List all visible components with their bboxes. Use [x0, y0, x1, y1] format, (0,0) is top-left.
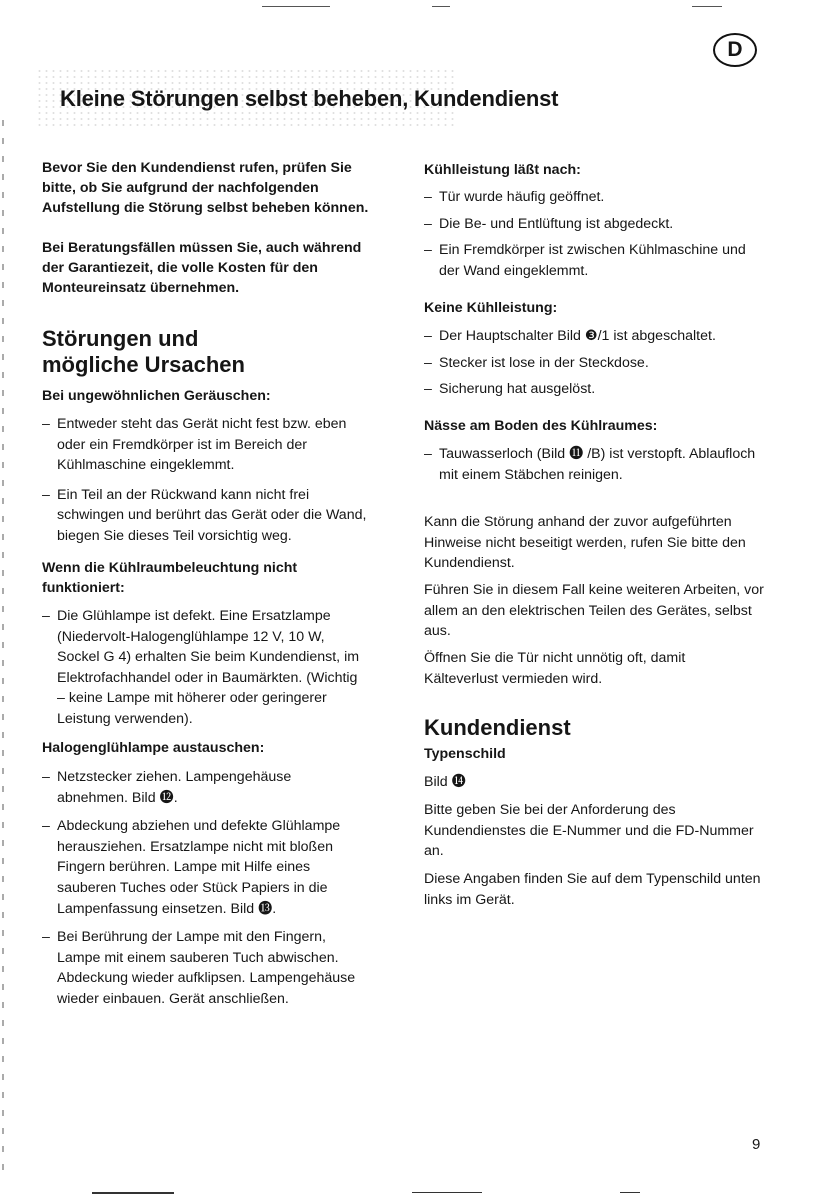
- list-halogen: [42, 767, 366, 1010]
- paragraph-typeplate-location: Diese Angaben finden Sie auf dem Typenschild unten links im Gerät.: [424, 871, 761, 908]
- list-item: – Stecker ist lose in der Steckdose.: [424, 353, 770, 374]
- section-title-service: Kundendienst: [424, 715, 571, 740]
- list-item: – Netzstecker ziehen. Lampengehäuse abnehmen. Bild ⓬.: [42, 767, 366, 808]
- list-item: – Tür wurde häufig geöffnet.: [424, 187, 760, 208]
- paragraph-no-repairs: Führen Sie in diesem Fall keine weiteren Arbeiten, vor allem an den elektrischen Teilen des Gerätes, selbst aus.: [424, 582, 764, 640]
- list-item: – Abdeckung abziehen und defekte Glühlampe herausziehen. Ersatzlampe nicht mit bloßen Fingern berühren. Lampe mit Hilfe eines sauberen Tuches oder Stück Papiers in die Lampenfassung einsetzen. Bild ⓭.: [42, 816, 366, 919]
- heading-cooling-none: Keine Kühlleistung:: [424, 300, 558, 316]
- scan-left-edge: [2, 120, 4, 1180]
- list-item: – Die Be- und Entlüftung ist abgedeckt.: [424, 214, 760, 235]
- scan-edge-line: [262, 6, 330, 7]
- list-wet-floor: [424, 444, 760, 485]
- list-item: – Bei Berührung der Lampe mit den Fingern, Lampe mit einem sauberen Tuch abwischen. Abdeckung wieder aufklipsen. Lampengehäuse wieder einbauen. Gerät anschließen.: [42, 927, 366, 1009]
- language-badge: D: [713, 33, 757, 67]
- intro-paragraph-2: Bei Beratungsfällen müssen Sie, auch während der Garantiezeit, die volle Kosten für den Monteureinsatz übernehmen.: [42, 240, 362, 296]
- paragraph-numbers: Bitte geben Sie bei der Anforderung des Kundendienstes die E-Nummer und die FD-Nummer an.: [424, 802, 754, 860]
- list-item: – Sicherung hat ausgelöst.: [424, 379, 770, 400]
- heading-halogen: Halogenglühlampe austauschen:: [42, 740, 265, 756]
- paragraph-service-hint: Kann die Störung anhand der zuvor aufgeführten Hinweise nicht beseitigt werden, rufen Sie bitte den Kundendienst.: [424, 514, 746, 572]
- scan-edge-line: [412, 1192, 482, 1193]
- heading-noise: Bei ungewöhnlichen Geräuschen:: [42, 388, 271, 404]
- list-item: – Entweder steht das Gerät nicht fest bzw. eben oder ein Fremdkörper ist im Bereich der Kühlmaschine eingeklemmt.: [42, 414, 378, 476]
- heading-light: Wenn die Kühlraumbeleuchtung nicht funktioniert:: [42, 560, 298, 596]
- list-item: – Der Hauptschalter Bild ❸/1 ist abgeschaltet.: [424, 326, 770, 347]
- list-item: – Ein Teil an der Rückwand kann nicht frei schwingen und berührt das Gerät oder die Wand, biegen Sie dieses Teil vorsichtig weg.: [42, 485, 378, 547]
- scan-edge-line: [692, 6, 722, 7]
- heading-typeplate: Typenschild: [424, 746, 506, 762]
- page-title: Kleine Störungen selbst beheben, Kundendienst: [60, 86, 559, 111]
- intro-paragraph: Bevor Sie den Kundendienst rufen, prüfen Sie bitte, ob Sie aufgrund der nachfolgenden Aufstellung die Störung selbst beheben können.: [42, 160, 369, 216]
- list-item: – Die Glühlampe ist defekt. Eine Ersatzlampe (Niedervolt-Halogenglühlampe 12 V, 10 W, Sockel G 4) erhalten Sie beim Kundendienst, im Elektrofachhandel oder in Baumärkten. (Wichtig – keine Lampe mit höherer oder geringerer Leistung verwenden).: [42, 606, 366, 730]
- list-item: – Ein Fremdkörper ist zwischen Kühlmaschine und der Wand eingeklemmt.: [424, 240, 760, 281]
- page-number: 9: [752, 1136, 761, 1153]
- paragraph-door: Öffnen Sie die Tür nicht unnötig oft, damit Kälteverlust vermieden wird.: [424, 650, 686, 687]
- list-noise: [42, 414, 378, 547]
- heading-cooling-low: Kühlleistung läßt nach:: [424, 162, 581, 178]
- list-cooling-low: [424, 187, 760, 281]
- figure-ref: Bild ⓮: [424, 774, 466, 790]
- list-cooling-none: [424, 326, 770, 400]
- list-item: – Tauwasserloch (Bild ⓫ /B) ist verstopft. Ablaufloch mit einem Stäbchen reinigen.: [424, 444, 760, 485]
- scan-edge-line: [620, 1192, 640, 1193]
- section-title-troubleshooting: Störungen und mögliche Ursachen: [42, 326, 245, 377]
- scan-edge-line: [432, 6, 450, 7]
- list-light: [42, 606, 366, 730]
- heading-wet-floor: Nässe am Boden des Kühlraumes:: [424, 418, 658, 434]
- scan-edge-line: [92, 1192, 174, 1194]
